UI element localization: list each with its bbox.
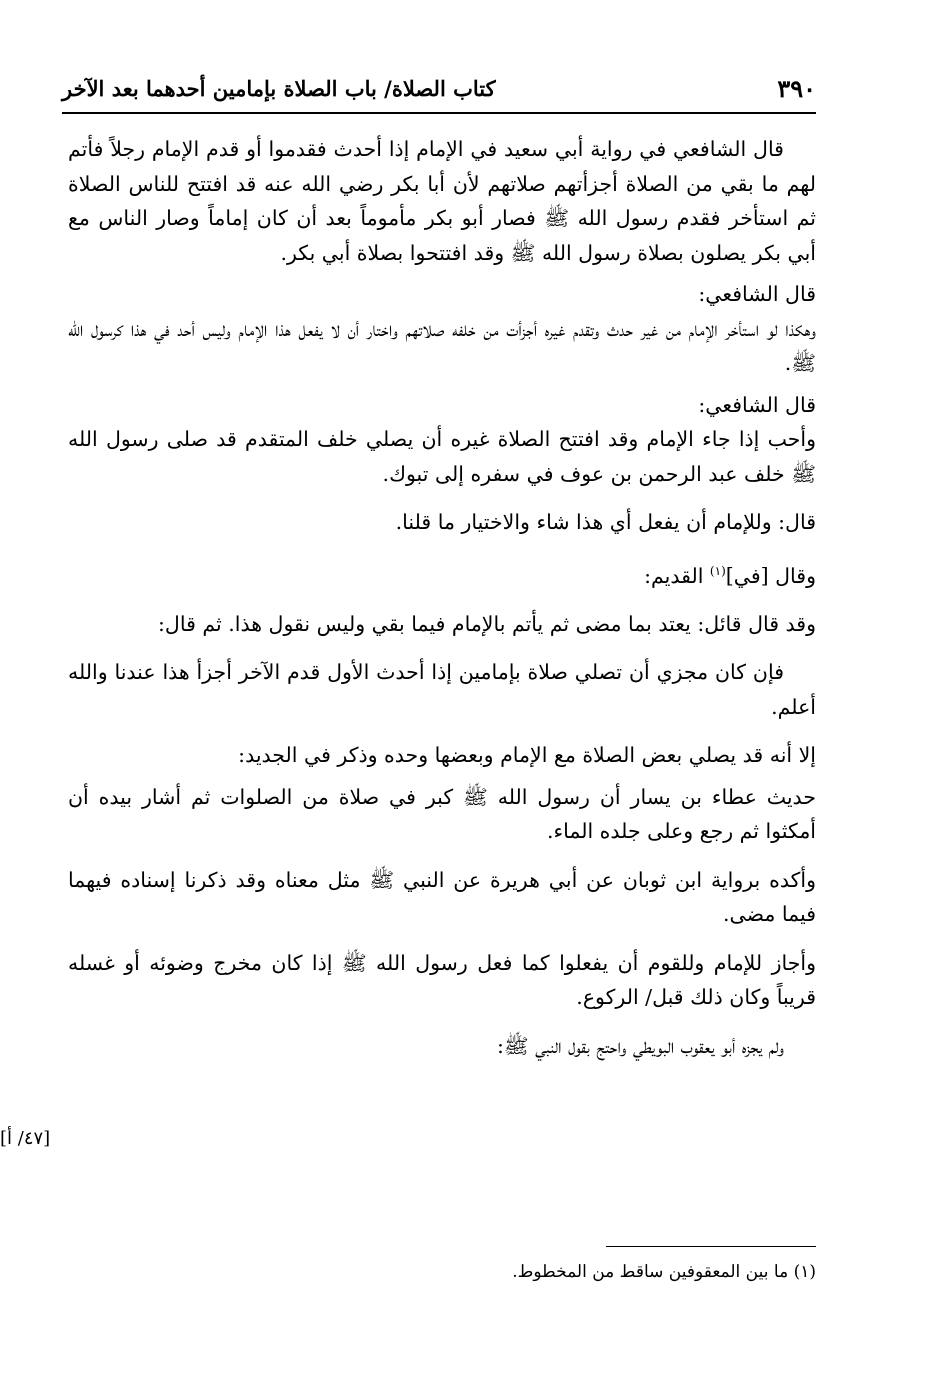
paragraph-11: ولم يجزه أبو يعقوب البويطي واحتج بقول النبي ﷺ: (496, 1033, 784, 1058)
paragraph-3: وأحب إذا جاء الإمام وقد افتتح الصلاة غيره أن يصلي خلف المتقدم قد صلى رسول الله ﷺ خلف عبد الرحمن بن عوف في سفره إلى تبوك. (68, 427, 816, 486)
footnote: (١) ما بين المعقوفين ساقط من المخطوط. (512, 1262, 816, 1282)
qadim-after: القديم: (644, 563, 710, 588)
body-text (68, 132, 816, 1063)
manuscript-folio-note: [٤٧/ أ] (0, 1128, 51, 1149)
paragraph-10: وأجاز للإمام وللقوم أن يفعلوا كما فعل رسول الله ﷺ إذا كان مخرج وضوئه أو غسله قريباً وكان ذلك قبل/ الركوع. (68, 950, 816, 1010)
paragraph-2: وهكذا لو استأخر الإمام من غير حدث وتقدم غيره أجزأت من خلفه صلاتهم واختار أن لا يفعل هذا الإمام وليس أحد في هذا كرسول الله ﷺ. (68, 316, 816, 375)
paragraph-1: قال الشافعي في رواية أبي سعيد في الإمام إذا أحدث فقدموا أو قدم الإمام رجلاً فأتم لهم ما بقي من الصلاة أجزأتهم صلاتهم لأن أبا بكر رضي الله عنه قد افتتح للناس الصلاة ثم استأخر فقدم رسول الله ﷺ فصار أبو بكر مأموماً بعد أن كان إماماً وصار الناس مع أبي بكر يصلون بصلاة رسول الله ﷺ وقد افتتحوا بصلاة أبي بكر. (68, 137, 816, 265)
paragraph-4: قال: وللإمام أن يفعل أي هذا شاء والاختيار ما قلنا. (395, 510, 816, 534)
paragraph-5: وقد قال قائل: يعتد بما مضى ثم يأتم بالإمام فيما بقي وليس نقول هذا. ثم قال: (158, 611, 816, 636)
paragraph-6: فإن كان مجزي أن تصلي صلاة بإمامين إذا أحدث الأول قدم الآخر أجزأ هذا عندنا والله أعلم. (68, 660, 816, 719)
paragraph-7: إلا أنه قد يصلي بعض الصلاة مع الإمام وبعضها وحده وذكر في الجديد: (238, 743, 816, 768)
paragraph-8: حديث عطاء بن يسار أن رسول الله ﷺ كبر في صلاة من الصلوات ثم أشار بيده أن أمكثوا ثم رجع وعلى جلده الماء. (68, 784, 816, 844)
running-title: كتاب الصلاة/ باب الصلاة بإمامين أحدهما بعد الآخر (62, 75, 496, 101)
footnote-marker: (١) (709, 563, 726, 578)
heading-shafii-2: قال الشافعي: (698, 392, 816, 417)
qadim-before: وقال [في] (725, 563, 816, 588)
page-number: ٣٩٠ (777, 73, 816, 103)
header-rule (62, 112, 816, 114)
page-header (62, 68, 816, 108)
heading-shafii-1: قال الشافعي: (698, 282, 816, 306)
footnote-rule (606, 1246, 816, 1247)
paragraph-9: وأكده برواية ابن ثوبان عن أبي هريرة عن النبي ﷺ مثل معناه وقد ذكرنا إسناده فيهما فيما مضى. (68, 867, 816, 927)
paragraph-qadim (68, 554, 816, 593)
